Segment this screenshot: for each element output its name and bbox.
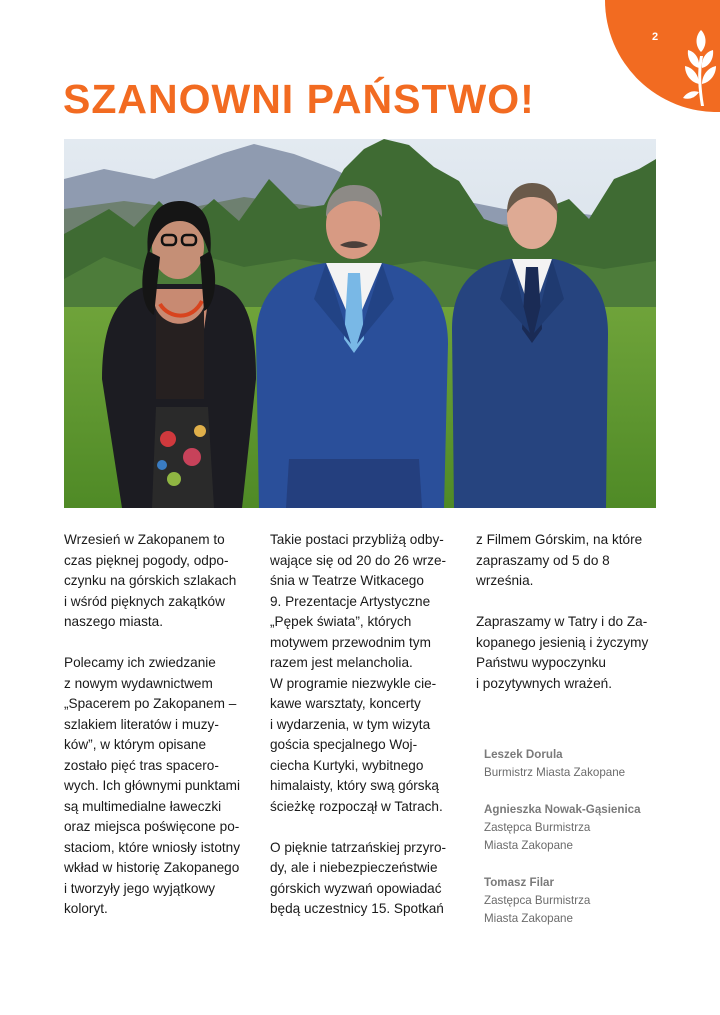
paragraph: z Filmem Górskim, na które zapraszamy od 5 do 8 września.	[476, 532, 643, 588]
paragraph: Polecamy ich zwiedzanie z nowym wydawnictwem „Spacerem po Zakopanem – szlakiem literatów i muzy- ków”, w którym opisane zostało pięć tras spacero- wych. Ich głównymi punktami są multimedialne ławeczki oraz miejsca poświęcone po- staciom, które wniosły istotny wkład w historię Zakopanego i tworzyły jego wyjątkowy koloryt.	[64, 655, 241, 916]
signature-role: Zastępca Burmistrza Miasta Zakopane	[484, 894, 591, 925]
paragraph: O pięknie tatrzańskiej przyro- dy, ale i niebezpieczeństwie górskich wyzwań opowiadać będą uczestnicy 15. Spotkań	[270, 839, 447, 916]
paragraph: Zapraszamy w Tatry i do Za- kopanego jesienią i życzymy Państwu wypoczynku i pozytywnych wrażeń.	[476, 614, 649, 691]
signature-name: Agnieszka Nowak-Gąsienica	[484, 803, 641, 816]
signatures	[484, 746, 684, 947]
signature-name: Leszek Dorula	[484, 748, 563, 761]
group-portrait	[64, 139, 656, 508]
signature-name: Tomasz Filar	[484, 876, 555, 889]
signature-block	[484, 874, 684, 928]
signature-block	[484, 801, 684, 855]
signature-block	[484, 746, 684, 782]
page-title: SZANOWNI PAŃSTWO!	[63, 76, 535, 122]
paragraph: Wrzesień w Zakopanem to czas pięknej pogody, odpo- czynku na górskich szlakach i wśród pięknych zakątków naszego miasta.	[64, 532, 237, 629]
signature-role: Burmistrz Miasta Zakopane	[484, 766, 626, 779]
text-column-1	[64, 530, 259, 940]
corner-decoration	[605, 0, 720, 112]
page-number: 2	[652, 31, 659, 43]
text-column-2	[270, 530, 465, 940]
signature-role: Zastępca Burmistrza Miasta Zakopane	[484, 821, 591, 852]
paragraph: Takie postaci przybliżą odby- wające się od 20 do 26 wrze- śnia w Teatrze Witkacego 9. Prezentacje Artystyczne „Pępek świata”, których motywem przewodnim tym razem jest melancholia. W programie niezwykle cie- kawe warsztaty, koncerty i wydarzenia, w tym wizyta gościa specjalnego Woj- ciecha Kurtyki, wybitnego himalaisty, który swą górską ścieżkę rozpoczął w Tatrach.	[270, 532, 447, 814]
text-column-3	[476, 530, 671, 715]
